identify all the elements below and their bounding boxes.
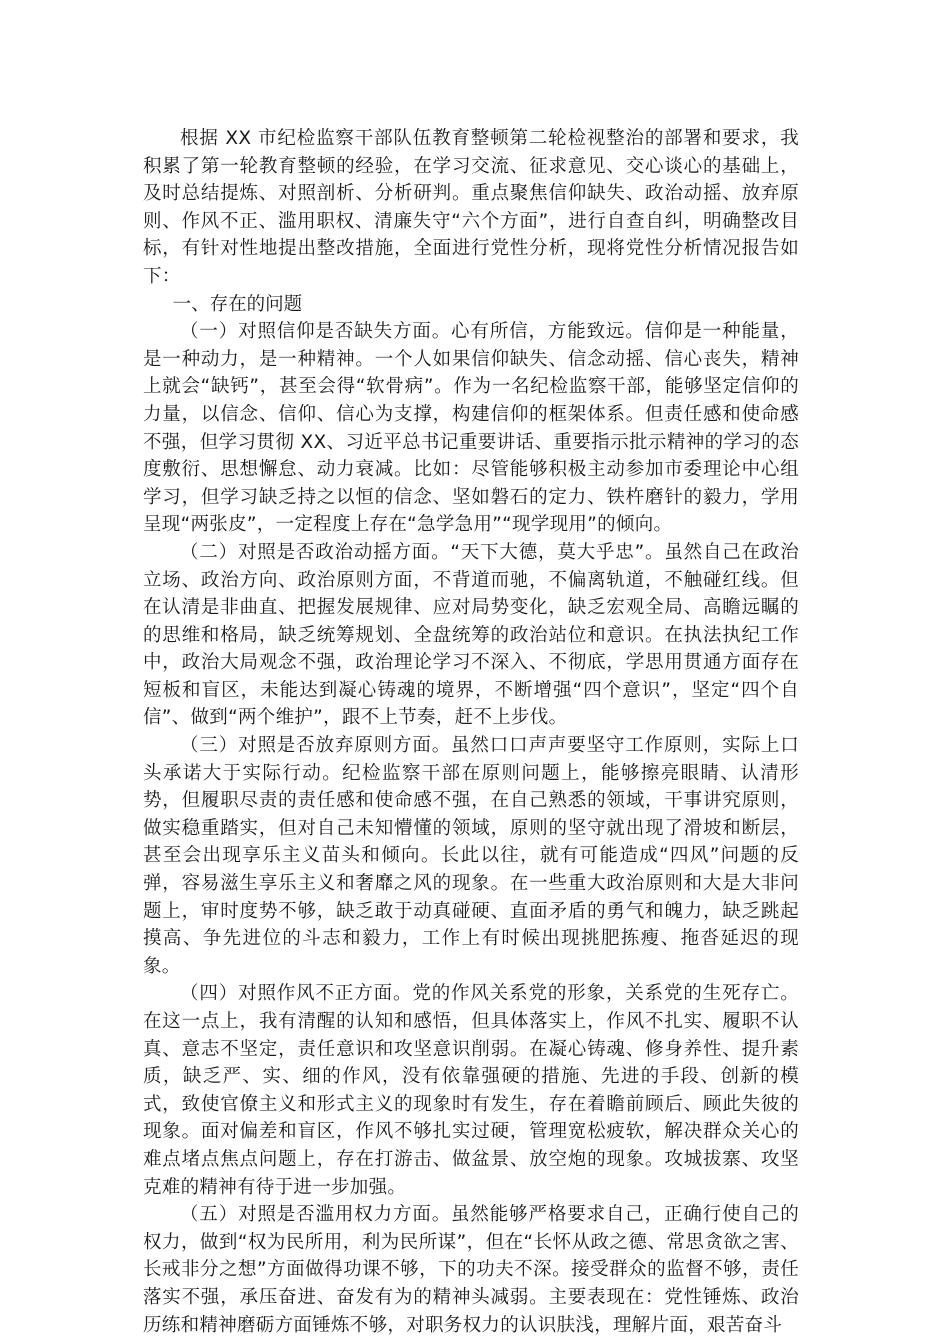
- document-page: [143, 125, 799, 1339]
- paragraph-work-style: （四）对照作风不正方面。党的作风关系党的形象，关系党的生死存亡。在这一点上，我有清醒的认知和感悟，但具体落实上，作风不扎实、履职不认真、意志不坚定，责任意识和攻坚意识削弱。在凝心铸魂、修身养性、提升素质，缺乏严、实、细的作风，没有依靠强硬的措施、先进的手段、创新的模式，致使官僚主义和形式主义的现象时有发生，存在着瞻前顾后、顾此失彼的现象。面对偏差和盲区，作风不够扎实过硬，管理宽松疲软，解决群众关心的难点堵点焦点问题上，存在打游击、做盆景、放空炮的现象。攻城拔寨、攻坚克难的精神有待于进一步加强。: [143, 983, 799, 1198]
- intro-paragraph: 根据 XX 市纪检监察干部队伍教育整顿第二轮检视整治的部署和要求，我积累了第一轮教育整顿的经验，在学习交流、征求意见、交心谈心的基础上，及时总结提炼、对照剖析、分析研判。重点聚焦信仰缺失、政治动摇、放弃原则、作风不正、滥用职权、清廉失守“六个方面”，进行自查自纠，明确整改目标，有针对性地提出整改措施，全面进行党性分析，现将党性分析情况报告如下：: [143, 128, 799, 287]
- paragraph-faith: （一）对照信仰是否缺失方面。心有所信，方能致远。信仰是一种能量，是一种动力，是一种精神。一个人如果信仰缺失、信念动摇、信心丧失，精神上就会“缺钙”，甚至会得“软骨病”。作为一名纪检监察干部，能够坚定信仰的力量，以信念、信仰、信心为支撑，构建信仰的框架体系。但责任感和使命感不强，但学习贯彻 XX、习近平总书记重要讲话、重要指示批示精神的学习的态度敷衍、思想懈怠、动力衰减。比如：尽管能够积极主动参加市委理论中心组学习，但学习缺乏持之以恒的信念、坚如磐石的定力、铁杵磨针的毅力，学用呈现“两张皮”，一定程度上存在“急学急用”“现学现用”的倾向。: [143, 321, 799, 536]
- paragraph-principles: （三）对照是否放弃原则方面。虽然口口声声要坚守工作原则，实际上口头承诺大于实际行动。纪检监察干部在原则问题上，能够擦亮眼睛、认清形势，但履职尽责的责任感和使命感不强，在自己熟悉的领域，干事讲究原则，做实稳重踏实，但对自己未知懵懂的领域，原则的坚守就出现了滑坡和断层，甚至会出现享乐主义苗头和倾向。长此以往，就有可能造成“四风”问题的反弹，容易滋生享乐主义和奢靡之风的现象。在一些重大政治原则和大是大非问题上，审时度势不够，缺乏敢于动真碰硬、直面矛盾的勇气和魄力，缺乏跳起摸高、争先进位的斗志和毅力，工作上有时候出现挑肥拣瘦、拖沓延迟的现象。: [143, 735, 799, 977]
- paragraph-politics: （二）对照是否政治动摇方面。“天下大德，莫大乎忠”。虽然自己在政治立场、政治方向、政治原则方面，不背道而驰，不偏离轨道，不触碰红线。但在认清是非曲直、把握发展规律、应对局势变化，缺乏宏观全局、高瞻远瞩的的思维和格局，缺乏统筹规划、全盘统筹的政治站位和意识。在执法执纪工作中，政治大局观念不强，政治理论学习不深入、不彻底，学思用贯通方面存在短板和盲区，未能达到凝心铸魂的境界，不断增强“四个意识”，坚定“四个自信”、做到“两个维护”，跟不上节奏，赶不上步伐。: [143, 541, 799, 729]
- paragraph-power: （五）对照是否滥用权力方面。虽然能够严格要求自己，正确行使自己的权力，做到“权为民所用，利为民所谋”，但在“长怀从政之德、常思贪欲之害、长戒非分之想”方面做得功课不够，下的功夫不深。接受群众的监督不够，责任落实不强，承压奋进、奋发有为的精神头减弱。主要表现在：党性锤炼、政治历练和精神磨砺方面锤炼不够，对职务权力的认识肤浅，理解片面，艰苦奋斗: [143, 1204, 799, 1336]
- section-heading: 一、存在的问题: [172, 293, 303, 315]
